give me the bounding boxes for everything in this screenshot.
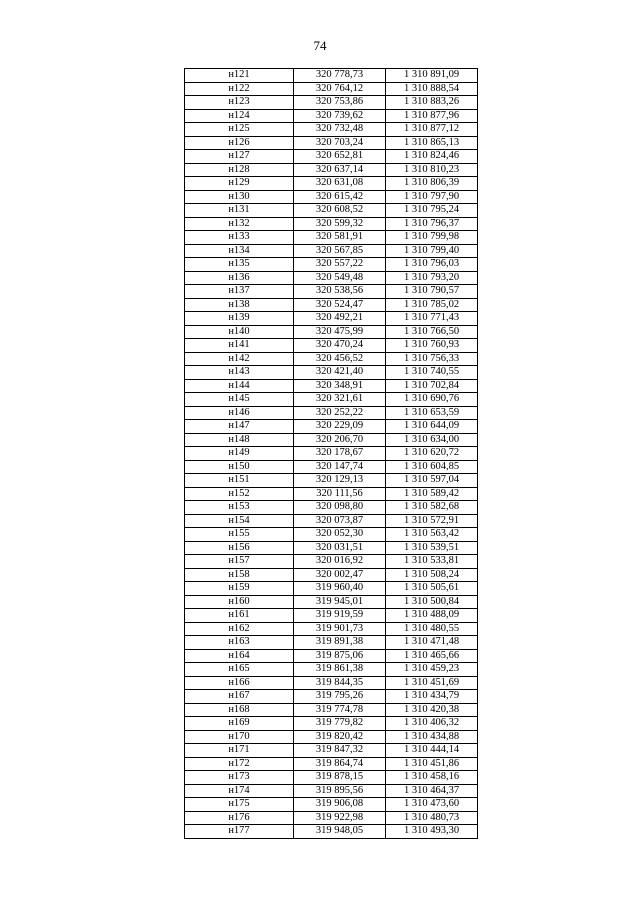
- point-id-cell: н130: [185, 190, 294, 204]
- y-coordinate-cell: 1 310 406,32: [386, 717, 478, 731]
- point-id-cell: н169: [185, 717, 294, 731]
- table-row: [185, 541, 478, 555]
- point-id-cell: н147: [185, 420, 294, 434]
- x-coordinate-cell: 320 052,30: [294, 528, 386, 542]
- table-row: [185, 109, 478, 123]
- table-row: [185, 312, 478, 326]
- point-id-cell: н152: [185, 487, 294, 501]
- y-coordinate-cell: 1 310 444,14: [386, 744, 478, 758]
- point-id-cell: н142: [185, 352, 294, 366]
- x-coordinate-cell: 320 111,56: [294, 487, 386, 501]
- x-coordinate-cell: 319 875,06: [294, 649, 386, 663]
- table-row: [185, 555, 478, 569]
- point-id-cell: н155: [185, 528, 294, 542]
- table-row: [185, 298, 478, 312]
- y-coordinate-cell: 1 310 620,72: [386, 447, 478, 461]
- y-coordinate-cell: 1 310 420,38: [386, 703, 478, 717]
- point-id-cell: н131: [185, 204, 294, 218]
- x-coordinate-cell: 320 631,08: [294, 177, 386, 191]
- y-coordinate-cell: 1 310 865,13: [386, 136, 478, 150]
- table-row: [185, 730, 478, 744]
- point-id-cell: н123: [185, 96, 294, 110]
- x-coordinate-cell: 319 774,78: [294, 703, 386, 717]
- y-coordinate-cell: 1 310 539,51: [386, 541, 478, 555]
- point-id-cell: н176: [185, 811, 294, 825]
- table-row: [185, 460, 478, 474]
- table-row: [185, 514, 478, 528]
- table-row: [185, 487, 478, 501]
- x-coordinate-cell: 320 475,99: [294, 325, 386, 339]
- point-id-cell: н125: [185, 123, 294, 137]
- y-coordinate-cell: 1 310 634,00: [386, 433, 478, 447]
- table-row: [185, 352, 478, 366]
- y-coordinate-cell: 1 310 740,55: [386, 366, 478, 380]
- point-id-cell: н137: [185, 285, 294, 299]
- point-id-cell: н159: [185, 582, 294, 596]
- table-row: [185, 433, 478, 447]
- table-row: [185, 420, 478, 434]
- x-coordinate-cell: 320 348,91: [294, 379, 386, 393]
- x-coordinate-cell: 320 073,87: [294, 514, 386, 528]
- table-row: [185, 609, 478, 623]
- point-id-cell: н136: [185, 271, 294, 285]
- y-coordinate-cell: 1 310 877,12: [386, 123, 478, 137]
- y-coordinate-cell: 1 310 434,88: [386, 730, 478, 744]
- x-coordinate-cell: 320 492,21: [294, 312, 386, 326]
- y-coordinate-cell: 1 310 771,43: [386, 312, 478, 326]
- x-coordinate-cell: 319 922,98: [294, 811, 386, 825]
- point-id-cell: н140: [185, 325, 294, 339]
- x-coordinate-cell: 319 795,26: [294, 690, 386, 704]
- x-coordinate-cell: 320 739,62: [294, 109, 386, 123]
- x-coordinate-cell: 320 652,81: [294, 150, 386, 164]
- coordinates-table-body: [185, 69, 478, 839]
- point-id-cell: н139: [185, 312, 294, 326]
- x-coordinate-cell: 320 637,14: [294, 163, 386, 177]
- table-row: [185, 771, 478, 785]
- table-row: [185, 595, 478, 609]
- y-coordinate-cell: 1 310 883,26: [386, 96, 478, 110]
- point-id-cell: н170: [185, 730, 294, 744]
- table-row: [185, 339, 478, 353]
- x-coordinate-cell: 320 549,48: [294, 271, 386, 285]
- y-coordinate-cell: 1 310 824,46: [386, 150, 478, 164]
- point-id-cell: н160: [185, 595, 294, 609]
- x-coordinate-cell: 320 178,67: [294, 447, 386, 461]
- page-number: 74: [313, 38, 327, 53]
- point-id-cell: н161: [185, 609, 294, 623]
- x-coordinate-cell: 319 844,35: [294, 676, 386, 690]
- point-id-cell: н165: [185, 663, 294, 677]
- point-id-cell: н141: [185, 339, 294, 353]
- point-id-cell: н124: [185, 109, 294, 123]
- y-coordinate-cell: 1 310 464,37: [386, 784, 478, 798]
- table-row: [185, 393, 478, 407]
- table-row: [185, 82, 478, 96]
- y-coordinate-cell: 1 310 458,16: [386, 771, 478, 785]
- table-row: [185, 163, 478, 177]
- point-id-cell: н158: [185, 568, 294, 582]
- y-coordinate-cell: 1 310 465,66: [386, 649, 478, 663]
- table-row: [185, 366, 478, 380]
- table-row: [185, 325, 478, 339]
- y-coordinate-cell: 1 310 459,23: [386, 663, 478, 677]
- table-row: [185, 703, 478, 717]
- y-coordinate-cell: 1 310 877,96: [386, 109, 478, 123]
- table-row: [185, 636, 478, 650]
- y-coordinate-cell: 1 310 653,59: [386, 406, 478, 420]
- y-coordinate-cell: 1 310 796,37: [386, 217, 478, 231]
- x-coordinate-cell: 319 948,05: [294, 825, 386, 839]
- x-coordinate-cell: 320 581,91: [294, 231, 386, 245]
- point-id-cell: н129: [185, 177, 294, 191]
- x-coordinate-cell: 320 252,22: [294, 406, 386, 420]
- y-coordinate-cell: 1 310 891,09: [386, 69, 478, 83]
- point-id-cell: н174: [185, 784, 294, 798]
- y-coordinate-cell: 1 310 473,60: [386, 798, 478, 812]
- y-coordinate-cell: 1 310 572,91: [386, 514, 478, 528]
- x-coordinate-cell: 319 906,08: [294, 798, 386, 812]
- point-id-cell: н133: [185, 231, 294, 245]
- table-row: [185, 474, 478, 488]
- x-coordinate-cell: 320 732,48: [294, 123, 386, 137]
- x-coordinate-cell: 319 820,42: [294, 730, 386, 744]
- x-coordinate-cell: 320 557,22: [294, 258, 386, 272]
- y-coordinate-cell: 1 310 799,98: [386, 231, 478, 245]
- y-coordinate-cell: 1 310 888,54: [386, 82, 478, 96]
- point-id-cell: н146: [185, 406, 294, 420]
- table-row: [185, 622, 478, 636]
- table-row: [185, 379, 478, 393]
- x-coordinate-cell: 320 470,24: [294, 339, 386, 353]
- coordinates-table: [184, 68, 478, 839]
- y-coordinate-cell: 1 310 810,23: [386, 163, 478, 177]
- x-coordinate-cell: 319 945,01: [294, 595, 386, 609]
- point-id-cell: н168: [185, 703, 294, 717]
- table-row: [185, 244, 478, 258]
- table-row: [185, 136, 478, 150]
- table-row: [185, 231, 478, 245]
- point-id-cell: н172: [185, 757, 294, 771]
- table-row: [185, 285, 478, 299]
- point-id-cell: н148: [185, 433, 294, 447]
- x-coordinate-cell: 320 229,09: [294, 420, 386, 434]
- y-coordinate-cell: 1 310 597,04: [386, 474, 478, 488]
- x-coordinate-cell: 320 098,80: [294, 501, 386, 515]
- point-id-cell: н164: [185, 649, 294, 663]
- y-coordinate-cell: 1 310 505,61: [386, 582, 478, 596]
- y-coordinate-cell: 1 310 533,81: [386, 555, 478, 569]
- table-row: [185, 663, 478, 677]
- table-row: [185, 784, 478, 798]
- x-coordinate-cell: 320 599,32: [294, 217, 386, 231]
- point-id-cell: н173: [185, 771, 294, 785]
- x-coordinate-cell: 319 847,32: [294, 744, 386, 758]
- y-coordinate-cell: 1 310 493,30: [386, 825, 478, 839]
- table-row: [185, 582, 478, 596]
- table-row: [185, 271, 478, 285]
- table-row: [185, 258, 478, 272]
- x-coordinate-cell: 320 206,70: [294, 433, 386, 447]
- table-row: [185, 190, 478, 204]
- x-coordinate-cell: 319 901,73: [294, 622, 386, 636]
- y-coordinate-cell: 1 310 471,48: [386, 636, 478, 650]
- point-id-cell: н163: [185, 636, 294, 650]
- point-id-cell: н150: [185, 460, 294, 474]
- point-id-cell: н171: [185, 744, 294, 758]
- table-row: [185, 676, 478, 690]
- table-row: [185, 568, 478, 582]
- y-coordinate-cell: 1 310 702,84: [386, 379, 478, 393]
- y-coordinate-cell: 1 310 766,50: [386, 325, 478, 339]
- x-coordinate-cell: 319 864,74: [294, 757, 386, 771]
- x-coordinate-cell: 319 891,38: [294, 636, 386, 650]
- x-coordinate-cell: 319 895,56: [294, 784, 386, 798]
- table-row: [185, 825, 478, 839]
- y-coordinate-cell: 1 310 451,86: [386, 757, 478, 771]
- point-id-cell: н134: [185, 244, 294, 258]
- x-coordinate-cell: 319 779,82: [294, 717, 386, 731]
- table-row: [185, 744, 478, 758]
- x-coordinate-cell: 320 147,74: [294, 460, 386, 474]
- x-coordinate-cell: 319 919,59: [294, 609, 386, 623]
- y-coordinate-cell: 1 310 508,24: [386, 568, 478, 582]
- x-coordinate-cell: 319 878,15: [294, 771, 386, 785]
- table-row: [185, 150, 478, 164]
- point-id-cell: н121: [185, 69, 294, 83]
- point-id-cell: н162: [185, 622, 294, 636]
- table-row: [185, 717, 478, 731]
- table-row: [185, 501, 478, 515]
- point-id-cell: н175: [185, 798, 294, 812]
- x-coordinate-cell: 320 016,92: [294, 555, 386, 569]
- point-id-cell: н127: [185, 150, 294, 164]
- y-coordinate-cell: 1 310 589,42: [386, 487, 478, 501]
- table-row: [185, 96, 478, 110]
- x-coordinate-cell: 320 764,12: [294, 82, 386, 96]
- table-row: [185, 406, 478, 420]
- y-coordinate-cell: 1 310 480,55: [386, 622, 478, 636]
- y-coordinate-cell: 1 310 434,79: [386, 690, 478, 704]
- y-coordinate-cell: 1 310 563,42: [386, 528, 478, 542]
- x-coordinate-cell: 320 615,42: [294, 190, 386, 204]
- x-coordinate-cell: 320 321,61: [294, 393, 386, 407]
- point-id-cell: н126: [185, 136, 294, 150]
- point-id-cell: н177: [185, 825, 294, 839]
- y-coordinate-cell: 1 310 796,03: [386, 258, 478, 272]
- x-coordinate-cell: 320 002,47: [294, 568, 386, 582]
- point-id-cell: н153: [185, 501, 294, 515]
- point-id-cell: н166: [185, 676, 294, 690]
- y-coordinate-cell: 1 310 795,24: [386, 204, 478, 218]
- x-coordinate-cell: 320 538,56: [294, 285, 386, 299]
- table-row: [185, 217, 478, 231]
- point-id-cell: н151: [185, 474, 294, 488]
- point-id-cell: н149: [185, 447, 294, 461]
- y-coordinate-cell: 1 310 799,40: [386, 244, 478, 258]
- point-id-cell: н157: [185, 555, 294, 569]
- y-coordinate-cell: 1 310 690,76: [386, 393, 478, 407]
- table-row: [185, 690, 478, 704]
- x-coordinate-cell: 320 129,13: [294, 474, 386, 488]
- table-row: [185, 757, 478, 771]
- point-id-cell: н145: [185, 393, 294, 407]
- x-coordinate-cell: 320 608,52: [294, 204, 386, 218]
- x-coordinate-cell: 320 421,40: [294, 366, 386, 380]
- point-id-cell: н156: [185, 541, 294, 555]
- table-row: [185, 528, 478, 542]
- y-coordinate-cell: 1 310 604,85: [386, 460, 478, 474]
- x-coordinate-cell: 320 031,51: [294, 541, 386, 555]
- point-id-cell: н167: [185, 690, 294, 704]
- x-coordinate-cell: 320 703,24: [294, 136, 386, 150]
- y-coordinate-cell: 1 310 488,09: [386, 609, 478, 623]
- y-coordinate-cell: 1 310 582,68: [386, 501, 478, 515]
- point-id-cell: н138: [185, 298, 294, 312]
- table-row: [185, 69, 478, 83]
- x-coordinate-cell: 320 456,52: [294, 352, 386, 366]
- table-row: [185, 204, 478, 218]
- table-row: [185, 177, 478, 191]
- point-id-cell: н135: [185, 258, 294, 272]
- x-coordinate-cell: 319 861,38: [294, 663, 386, 677]
- x-coordinate-cell: 320 524,47: [294, 298, 386, 312]
- point-id-cell: н154: [185, 514, 294, 528]
- point-id-cell: н143: [185, 366, 294, 380]
- x-coordinate-cell: 319 960,40: [294, 582, 386, 596]
- y-coordinate-cell: 1 310 806,39: [386, 177, 478, 191]
- table-row: [185, 811, 478, 825]
- table-row: [185, 649, 478, 663]
- x-coordinate-cell: 320 778,73: [294, 69, 386, 83]
- table-row: [185, 447, 478, 461]
- x-coordinate-cell: 320 567,85: [294, 244, 386, 258]
- point-id-cell: н122: [185, 82, 294, 96]
- x-coordinate-cell: 320 753,86: [294, 96, 386, 110]
- y-coordinate-cell: 1 310 785,02: [386, 298, 478, 312]
- y-coordinate-cell: 1 310 644,09: [386, 420, 478, 434]
- y-coordinate-cell: 1 310 790,57: [386, 285, 478, 299]
- y-coordinate-cell: 1 310 451,69: [386, 676, 478, 690]
- y-coordinate-cell: 1 310 793,20: [386, 271, 478, 285]
- point-id-cell: н144: [185, 379, 294, 393]
- y-coordinate-cell: 1 310 480,73: [386, 811, 478, 825]
- point-id-cell: н128: [185, 163, 294, 177]
- y-coordinate-cell: 1 310 797,90: [386, 190, 478, 204]
- table-row: [185, 123, 478, 137]
- point-id-cell: н132: [185, 217, 294, 231]
- y-coordinate-cell: 1 310 500,84: [386, 595, 478, 609]
- table-row: [185, 798, 478, 812]
- y-coordinate-cell: 1 310 756,33: [386, 352, 478, 366]
- y-coordinate-cell: 1 310 760,93: [386, 339, 478, 353]
